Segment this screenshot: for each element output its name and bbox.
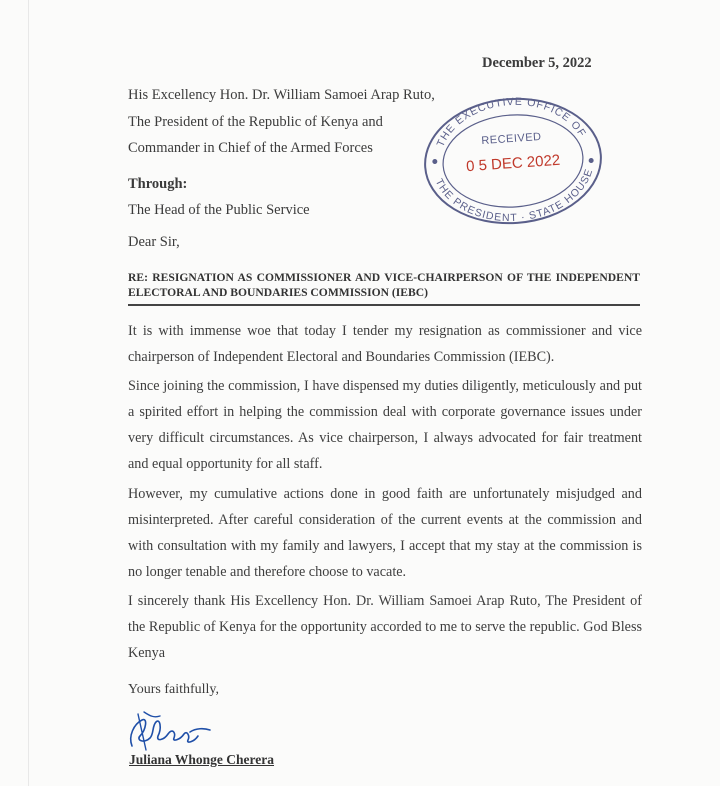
recipient-line-1: His Excellency Hon. Dr. William Samoei Arap Ruto, (128, 87, 435, 103)
body-paragraph-4: I sincerely thank His Excellency Hon. Dr. William Samoei Arap Ruto, The President of the Republic of Kenya for the opportunity accorded to me to serve the republic. God Bless Kenya (128, 593, 642, 661)
through-block (128, 171, 310, 223)
stamp-received-text: RECEIVED (480, 130, 542, 148)
salutation: Dear Sir, (128, 234, 180, 250)
subject-underline (128, 304, 640, 306)
signer-name: Juliana Whonge Cherera (129, 752, 275, 767)
stamp-bottom-arc-text: THE PRESIDENT · STATE HOUSE (432, 166, 596, 225)
recipient-line-3: Commander in Chief of the Armed Forces (128, 140, 373, 156)
recipient-address (128, 82, 435, 162)
stamp-dot-right (588, 158, 593, 163)
body-paragraph-1: It is with immense woe that today I tender my resignation as commissioner and vice chairperson of Independent Electoral and Boundaries Commission (IEBC). (128, 323, 642, 365)
received-stamp (418, 94, 608, 228)
stamp-top-arc-text: THE EXECUTIVE OFFICE OF (434, 95, 589, 149)
stamp-dot-left (432, 159, 437, 164)
through-value: The Head of the Public Service (128, 202, 310, 218)
body-paragraph-2: Since joining the commission, I have dispensed my duties diligently, meticulously and put a spirited effort in helping the commission deal with corporate governance issues under very difficult circumstances. As vice chairperson, I always advocated for fair treatment and equal opportunity for all staff. (128, 378, 642, 472)
recipient-line-2: The President of the Republic of Kenya and (128, 113, 383, 130)
body-paragraph-3: However, my cumulative actions done in good faith are unfortunately misjudged and misinterpreted. After careful consideration of the current events at the commission and with consultation with my family and lawyers, I accept that my stay at the commission is no longer tenable and therefore choose to vacate. (128, 486, 642, 580)
through-label: Through: (128, 176, 188, 192)
closing-line: Yours faithfully, (128, 682, 220, 697)
letter-date: December 5, 2022 (482, 55, 592, 71)
page-edge-line (28, 0, 29, 786)
subject-line: RE: RESIGNATION AS COMMISSIONER AND VICE-CHAIRPERSON OF THE INDEPENDENT ELECTORAL AND BOUNDARIES COMMISSION (IEBC) (128, 271, 640, 299)
stamp-date-text: 0 5 DEC 2022 (465, 151, 561, 176)
handwritten-signature (124, 706, 216, 756)
